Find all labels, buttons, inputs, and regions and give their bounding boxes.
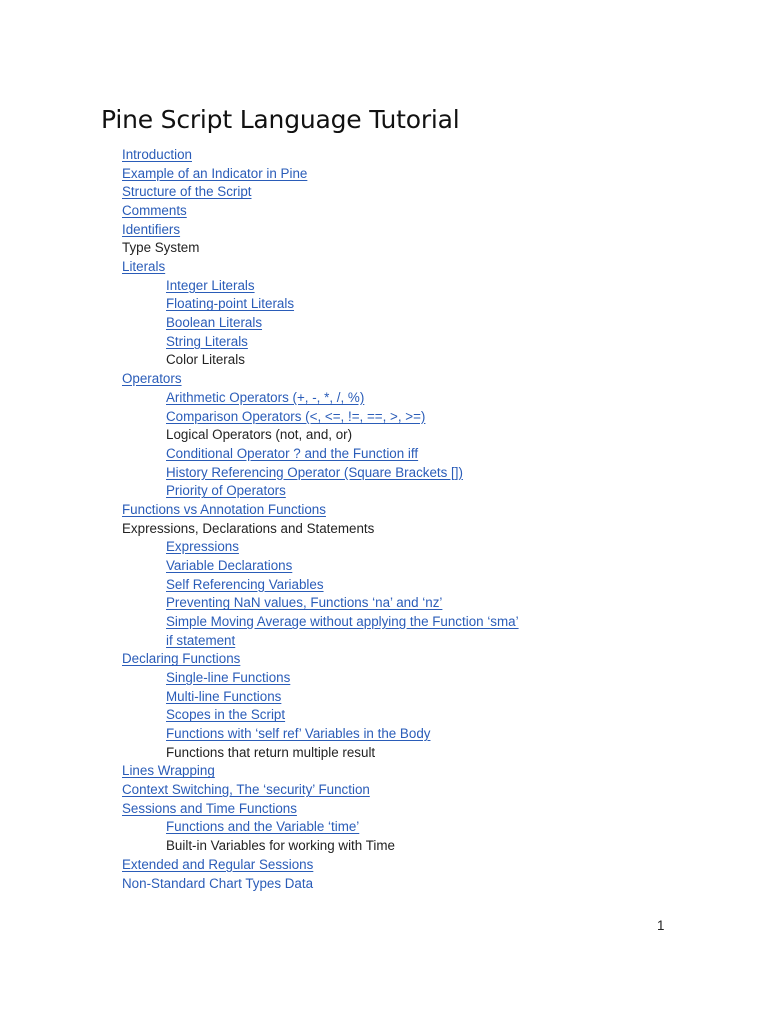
toc-link[interactable]: History Referencing Operator (Square Brackets [])	[166, 464, 463, 480]
toc-link[interactable]: Arithmetic Operators (+, -, *, /, %)	[166, 389, 365, 405]
toc-link[interactable]: Functions and the Variable ‘time’	[166, 819, 360, 835]
toc-item[interactable]	[166, 818, 359, 836]
toc-link[interactable]: Lines Wrapping	[122, 763, 215, 779]
toc-item[interactable]	[166, 688, 281, 706]
toc-link[interactable]: Conditional Operator ? and the Function iff	[166, 445, 419, 461]
toc-link[interactable]: Comments	[122, 203, 187, 219]
toc-link[interactable]: Sessions and Time Functions	[122, 800, 297, 816]
toc-link[interactable]: Context Switching, The ‘security’ Function	[122, 782, 370, 798]
toc-link[interactable]: Simple Moving Average without applying the Function ‘sma’	[166, 614, 519, 629]
toc-link[interactable]: Comparison Operators (<, <=, !=, ==, >, >=)	[166, 408, 426, 424]
toc-item[interactable]	[122, 501, 326, 519]
toc-item[interactable]	[166, 464, 463, 482]
toc-item[interactable]	[166, 538, 239, 556]
toc-link[interactable]: Structure of the Script	[122, 184, 252, 200]
toc-item[interactable]	[166, 594, 442, 612]
toc-link[interactable]: Expressions	[166, 539, 239, 555]
toc-item[interactable]	[166, 576, 324, 594]
toc-item[interactable]	[166, 314, 262, 332]
toc-link[interactable]: Operators	[122, 371, 182, 387]
toc-item[interactable]	[166, 706, 285, 724]
toc-link[interactable]: String Literals	[166, 333, 248, 349]
toc-item[interactable]	[166, 632, 235, 650]
toc-link[interactable]: Variable Declarations	[166, 557, 293, 573]
toc-item[interactable]	[166, 295, 294, 313]
toc-link[interactable]: Multi-line Functions	[166, 688, 282, 704]
toc-link[interactable]: Introduction	[122, 147, 192, 162]
toc-item[interactable]	[122, 800, 297, 818]
page-number: 1	[657, 918, 665, 933]
toc-link[interactable]: Self Referencing Variables	[166, 576, 324, 592]
toc-item[interactable]	[122, 781, 370, 799]
toc-text: Functions that return multiple result	[166, 744, 376, 760]
toc-item	[122, 520, 374, 538]
toc-item[interactable]	[166, 408, 425, 426]
toc-link[interactable]: Scopes in the Script	[166, 707, 286, 723]
toc-item[interactable]	[166, 669, 290, 687]
toc-link[interactable]: Identifiers	[122, 221, 181, 237]
toc-item[interactable]	[122, 146, 192, 164]
toc-link[interactable]: Extended and Regular Sessions	[122, 856, 314, 872]
toc-text: Expressions, Declarations and Statements	[122, 520, 375, 536]
toc-link[interactable]: Boolean Literals	[166, 315, 263, 331]
toc-link[interactable]: Preventing NaN values, Functions ‘na’ and ‘nz’	[166, 595, 443, 611]
toc-item[interactable]	[166, 333, 248, 351]
toc-item	[122, 239, 199, 257]
toc-text: Logical Operators (not, and, or)	[166, 427, 353, 443]
toc-item[interactable]	[166, 725, 430, 743]
toc-item[interactable]	[122, 183, 252, 201]
toc-link[interactable]: if statement	[166, 632, 236, 648]
toc-link[interactable]: Functions vs Annotation Functions	[122, 501, 326, 517]
toc-item[interactable]	[122, 762, 215, 780]
toc-link[interactable]: Literals	[122, 259, 166, 275]
toc-item	[166, 837, 395, 855]
toc-item[interactable]	[166, 445, 418, 463]
toc-item[interactable]	[122, 258, 165, 276]
toc-text: Non-Standard Chart Types Data	[122, 875, 314, 891]
toc-item[interactable]	[122, 650, 240, 668]
toc-link[interactable]: Floating-point Literals	[166, 296, 295, 312]
toc-text: Built-in Variables for working with Time	[166, 838, 395, 854]
toc-item[interactable]	[122, 221, 180, 239]
toc-item[interactable]	[166, 277, 255, 295]
toc-item	[166, 426, 352, 444]
toc-item[interactable]	[166, 482, 286, 500]
toc-item[interactable]	[122, 856, 313, 874]
toc-item	[166, 744, 375, 762]
toc-item[interactable]	[122, 202, 187, 220]
toc-item[interactable]	[166, 613, 519, 631]
toc-text: Type System	[122, 240, 200, 256]
page-title: Pine Script Language Tutorial	[101, 105, 460, 134]
toc-link[interactable]: Priority of Operators	[166, 483, 286, 499]
toc-link[interactable]: Declaring Functions	[122, 651, 241, 667]
toc-item	[122, 875, 313, 893]
toc-text: Color Literals	[166, 352, 245, 368]
toc-link[interactable]: Functions with ‘self ref’ Variables in the Body	[166, 726, 431, 742]
toc-item[interactable]	[166, 389, 364, 407]
toc-item[interactable]	[122, 165, 307, 183]
toc-link[interactable]: Example of an Indicator in Pine	[122, 165, 308, 181]
toc-link[interactable]: Single-line Functions	[166, 670, 291, 686]
toc-item[interactable]	[122, 370, 182, 388]
toc-item[interactable]	[166, 557, 292, 575]
toc-item	[166, 351, 245, 369]
toc-link[interactable]: Integer Literals	[166, 277, 255, 293]
